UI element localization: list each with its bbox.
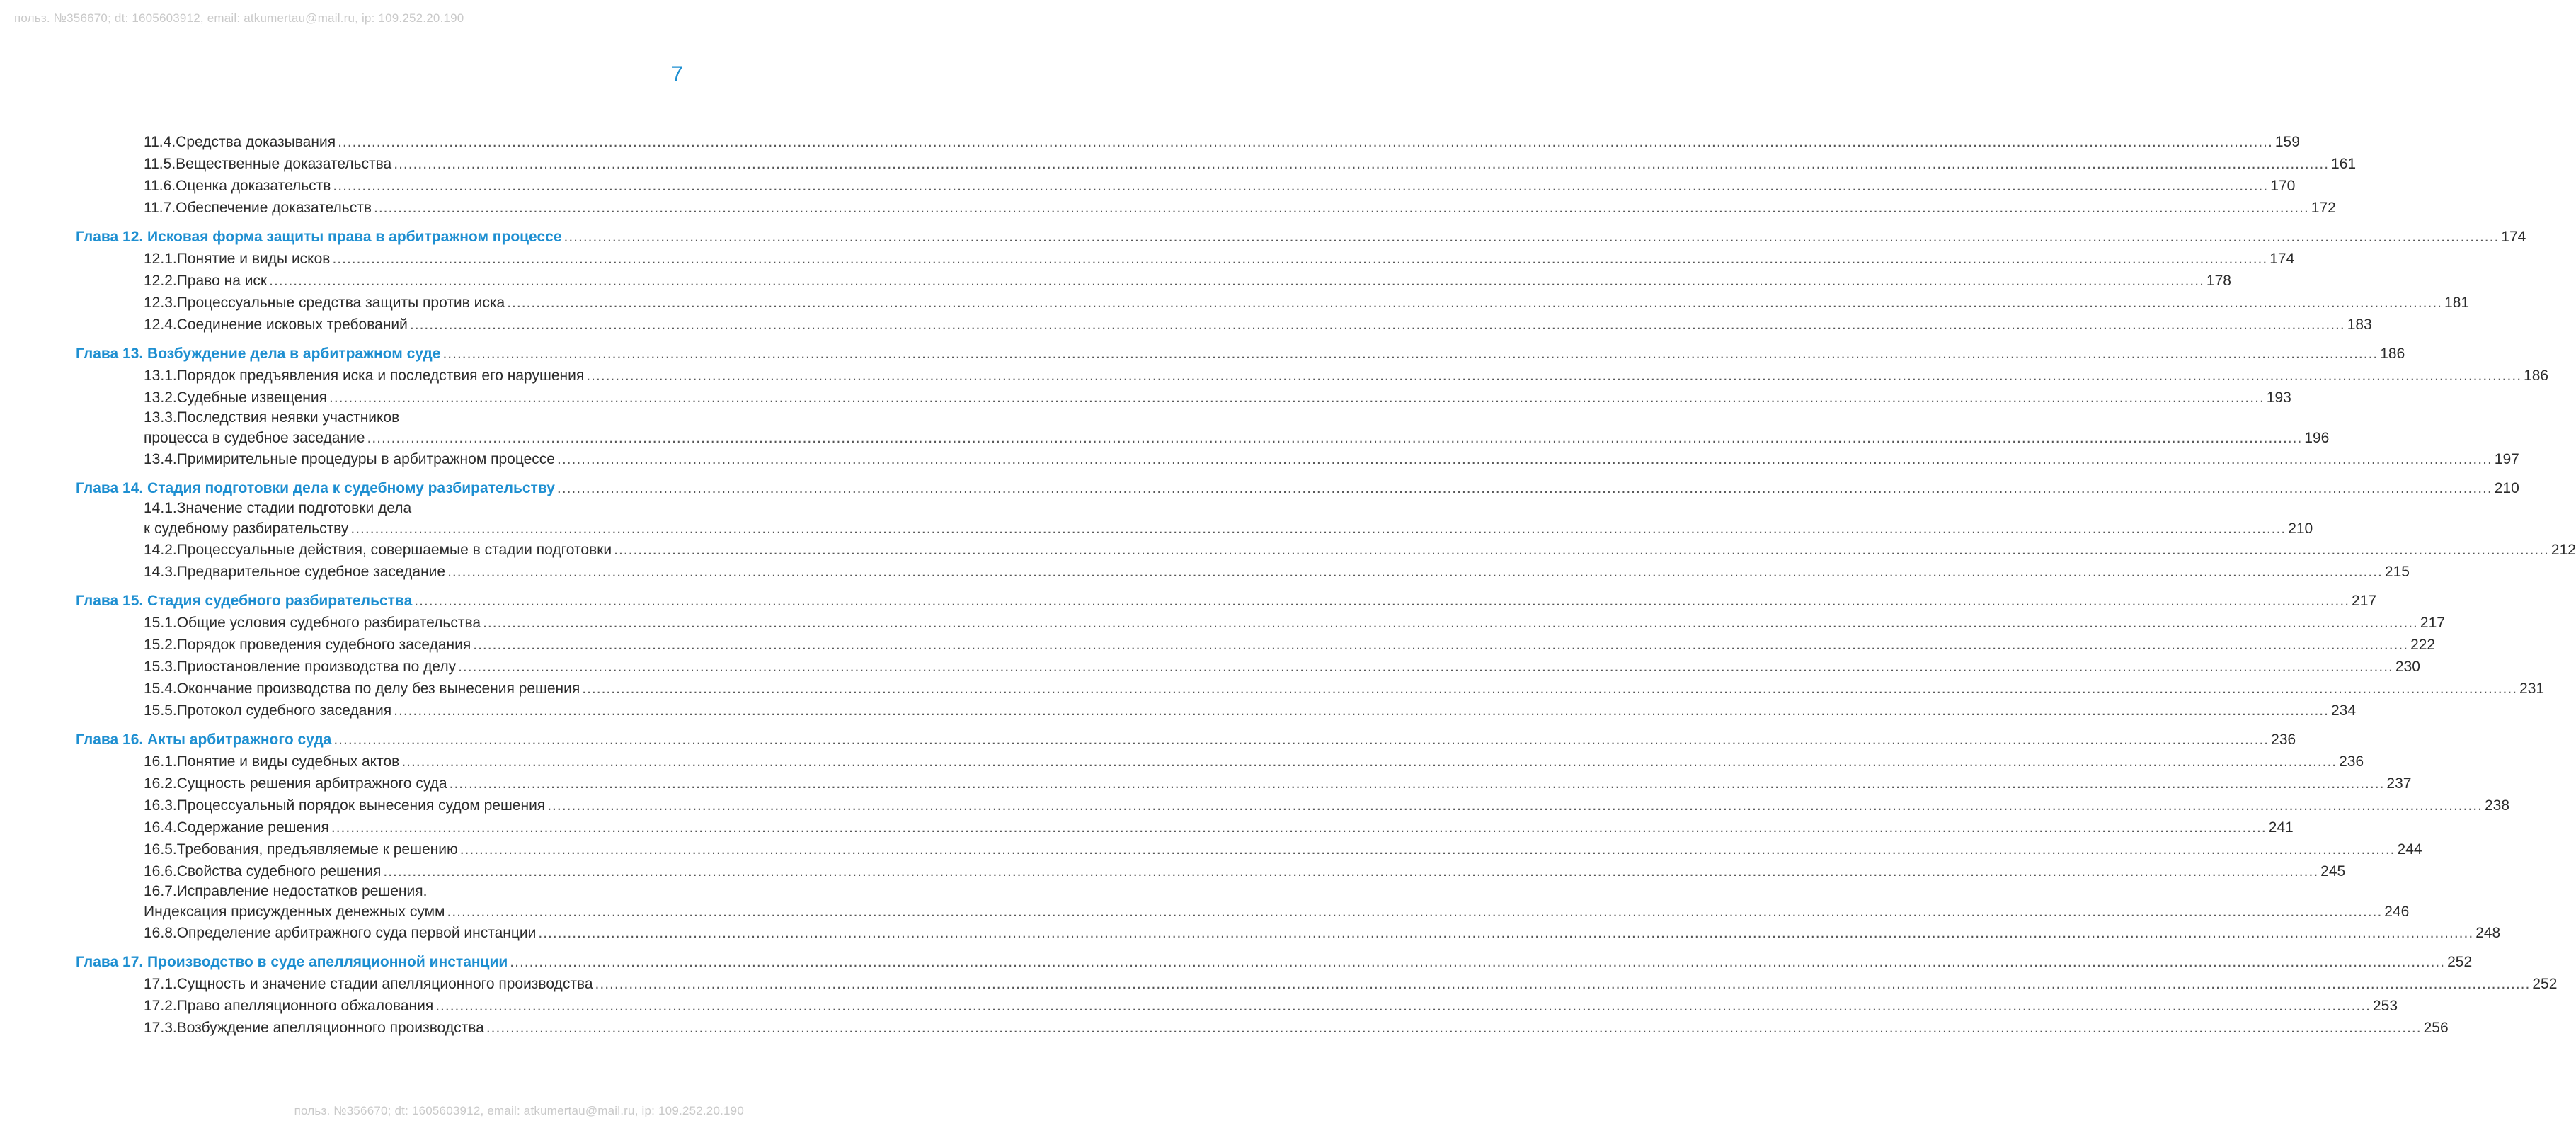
toc-entry-page: 210 bbox=[2494, 480, 2519, 496]
toc-entry-title-line1: 13.3.Последствия неявки участников bbox=[144, 409, 400, 426]
toc-entry[interactable] bbox=[76, 448, 2519, 469]
toc-entry-page: 244 bbox=[2397, 841, 2422, 858]
toc-entry[interactable] bbox=[76, 174, 2296, 196]
dot-leader: ................................................................................................................................................................................................................................................................................................................................................................................................................ bbox=[538, 925, 2474, 941]
toc-entry-page: 212 bbox=[2551, 542, 2576, 558]
toc-entry[interactable] bbox=[76, 794, 2510, 816]
toc-entry-page: 161 bbox=[2331, 156, 2357, 172]
toc-entry-page: 236 bbox=[2339, 753, 2364, 770]
dot-leader: ................................................................................................................................................................................................................................................................................................................................................................................................................ bbox=[332, 251, 2268, 267]
toc-entry-title: 17.3.Возбуждение апелляционного производства bbox=[144, 1020, 484, 1036]
dot-leader: ................................................................................................................................................................................................................................................................................................................................................................................................................ bbox=[447, 904, 2383, 920]
dot-leader: ................................................................................................................................................................................................................................................................................................................................................................................................................ bbox=[459, 841, 2395, 858]
toc-entry-title: 13.4.Примирительные процедуры в арбитражном процессе bbox=[144, 451, 555, 467]
toc-entry[interactable] bbox=[76, 921, 2501, 943]
dot-leader: ................................................................................................................................................................................................................................................................................................................................................................................................................ bbox=[449, 775, 2385, 792]
toc-entry-page: 253 bbox=[2373, 998, 2398, 1014]
toc-entry-title-line1: 16.7.Исправление недостатков решения. bbox=[144, 883, 428, 899]
toc-chapter-entry[interactable] bbox=[76, 950, 2473, 972]
toc-entry-page: 234 bbox=[2330, 702, 2357, 719]
toc-entry-page: 170 bbox=[2270, 178, 2296, 194]
toc-entry-title: 13.1.Порядок предъявления иска и последствия его нарушения bbox=[144, 368, 585, 384]
toc-chapter-title: Глава 14. Стадия подготовки дела к судебному разбирательству bbox=[76, 480, 555, 496]
toc-entry-page: 193 bbox=[2266, 389, 2291, 406]
table-of-contents bbox=[76, 130, 2576, 1038]
toc-chapter-entry[interactable] bbox=[76, 728, 2296, 750]
toc-entry-page: 246 bbox=[2384, 904, 2410, 920]
toc-entry-page: 252 bbox=[2532, 976, 2558, 992]
toc-entry-page: 217 bbox=[2420, 615, 2445, 631]
dot-leader: ................................................................................................................................................................................................................................................................................................................................................................................................................ bbox=[614, 542, 2549, 558]
toc-entry-title: 11.5.Вещественные доказательства bbox=[144, 156, 392, 172]
toc-entry[interactable] bbox=[76, 750, 2364, 772]
dot-leader: ................................................................................................................................................................................................................................................................................................................................................................................................................ bbox=[507, 295, 2443, 311]
dot-leader: ................................................................................................................................................................................................................................................................................................................................................................................................................ bbox=[394, 156, 2330, 172]
toc-chapter-title: Глава 17. Производство в суде апелляционной инстанции bbox=[76, 954, 508, 970]
toc-entry-title: 16.4.Содержание решения bbox=[144, 819, 329, 836]
toc-entry-title: 16.6.Свойства судебного решения bbox=[144, 863, 382, 879]
toc-entry-title: 15.5.Протокол судебного заседания bbox=[144, 702, 392, 719]
toc-entry-title: процесса в судебное заседание bbox=[144, 430, 365, 446]
toc-entry[interactable] bbox=[76, 633, 2436, 655]
dot-leader: ................................................................................................................................................................................................................................................................................................................................................................................................................ bbox=[333, 731, 2269, 748]
dot-leader: ................................................................................................................................................................................................................................................................................................................................................................................................................ bbox=[409, 317, 2345, 333]
toc-entry[interactable] bbox=[76, 699, 2357, 721]
dot-leader: ................................................................................................................................................................................................................................................................................................................................................................................................................ bbox=[486, 1020, 2422, 1036]
toc-entry[interactable] bbox=[76, 1016, 2449, 1038]
dot-leader: ................................................................................................................................................................................................................................................................................................................................................................................................................ bbox=[556, 451, 2492, 467]
watermark-top: польз. №356670; dt: 1605603912, email: atkumertau@mail.ru, ip: 109.252.20.190 bbox=[14, 11, 464, 25]
toc-entry-title: 16.8.Определение арбитражного суда первой инстанции bbox=[144, 925, 537, 941]
toc-entry-title: 15.4.Окончание производства по делу без вынесения решения bbox=[144, 681, 580, 697]
dot-leader: ................................................................................................................................................................................................................................................................................................................................................................................................................ bbox=[547, 797, 2483, 814]
toc-entry-title: 11.4.Средства доказывания bbox=[144, 134, 336, 150]
toc-entry-title: 17.2.Право апелляционного обжалования bbox=[144, 998, 434, 1014]
toc-entry-page: 186 bbox=[2380, 346, 2405, 362]
toc-entry-multiline[interactable] bbox=[76, 499, 2313, 538]
toc-entry[interactable] bbox=[76, 364, 2549, 386]
toc-entry-title: 13.2.Судебные извещения bbox=[144, 389, 327, 406]
dot-leader: ................................................................................................................................................................................................................................................................................................................................................................................................................ bbox=[338, 134, 2273, 150]
toc-entry[interactable] bbox=[76, 838, 2422, 860]
dot-leader: ................................................................................................................................................................................................................................................................................................................................................................................................................ bbox=[510, 954, 2446, 970]
toc-entry-page: 236 bbox=[2271, 731, 2296, 748]
dot-leader: ................................................................................................................................................................................................................................................................................................................................................................................................................ bbox=[563, 229, 2500, 245]
toc-chapter-entry[interactable] bbox=[76, 225, 2526, 247]
dot-leader: ................................................................................................................................................................................................................................................................................................................................................................................................................ bbox=[483, 615, 2418, 631]
dot-leader: ................................................................................................................................................................................................................................................................................................................................................................................................................ bbox=[582, 681, 2518, 697]
toc-entry-title: 11.6.Оценка доказательств bbox=[144, 178, 331, 194]
watermark-bottom: польз. №356670; dt: 1605603912, email: atkumertau@mail.ru, ip: 109.252.20.190 bbox=[294, 1104, 744, 1117]
toc-entry-page: 174 bbox=[2501, 229, 2526, 245]
toc-entry[interactable] bbox=[76, 130, 2300, 152]
dot-leader: ................................................................................................................................................................................................................................................................................................................................................................................................................ bbox=[367, 430, 2303, 446]
toc-entry[interactable] bbox=[76, 386, 2291, 408]
dot-leader: ................................................................................................................................................................................................................................................................................................................................................................................................................ bbox=[269, 273, 2204, 289]
dot-leader: ................................................................................................................................................................................................................................................................................................................................................................................................................ bbox=[401, 753, 2337, 770]
toc-entry-page: 183 bbox=[2347, 317, 2372, 333]
toc-entry-multiline[interactable] bbox=[76, 882, 2410, 921]
toc-entry-title: 12.3.Процессуальные средства защиты против иска bbox=[144, 295, 505, 311]
dot-leader: ................................................................................................................................................................................................................................................................................................................................................................................................................ bbox=[373, 200, 2309, 216]
toc-entry[interactable] bbox=[76, 655, 2420, 677]
toc-entry-page: 215 bbox=[2384, 564, 2410, 580]
toc-chapter-title: Глава 12. Исковая форма защиты права в арбитражном процессе bbox=[76, 229, 562, 245]
toc-entry-page: 256 bbox=[2423, 1020, 2449, 1036]
toc-entry-title: 15.3.Приостановление производства по делу bbox=[144, 659, 457, 675]
toc-entry[interactable] bbox=[76, 677, 2545, 699]
toc-entry-title: 14.2.Процессуальные действия, совершаемые в стадии подготовки bbox=[144, 542, 612, 558]
toc-entry-page: 196 bbox=[2304, 430, 2330, 446]
dot-leader: ................................................................................................................................................................................................................................................................................................................................................................................................................ bbox=[383, 863, 2319, 879]
toc-chapter-title: Глава 13. Возбуждение дела в арбитражном суде bbox=[76, 346, 441, 362]
toc-entry-page: 237 bbox=[2386, 775, 2412, 792]
dot-leader: ................................................................................................................................................................................................................................................................................................................................................................................................................ bbox=[328, 389, 2265, 406]
toc-entry[interactable] bbox=[76, 247, 2295, 269]
toc-entry-page: 241 bbox=[2268, 819, 2294, 836]
page-number: 7 bbox=[671, 62, 683, 86]
toc-entry-page: 238 bbox=[2484, 797, 2510, 814]
dot-leader: ................................................................................................................................................................................................................................................................................................................................................................................................................ bbox=[595, 976, 2531, 992]
toc-chapter-entry[interactable] bbox=[76, 342, 2405, 364]
toc-entry[interactable] bbox=[76, 972, 2558, 994]
toc-chapter-entry[interactable] bbox=[76, 477, 2519, 499]
dot-leader: ................................................................................................................................................................................................................................................................................................................................................................................................................ bbox=[442, 346, 2378, 362]
toc-entry[interactable] bbox=[76, 772, 2412, 794]
dot-leader: ................................................................................................................................................................................................................................................................................................................................................................................................................ bbox=[331, 819, 2267, 836]
toc-chapter-title: Глава 16. Акты арбитражного суда bbox=[76, 731, 332, 748]
dot-leader: ................................................................................................................................................................................................................................................................................................................................................................................................................ bbox=[350, 520, 2286, 537]
toc-entry-page: 159 bbox=[2274, 134, 2300, 150]
dot-leader: ................................................................................................................................................................................................................................................................................................................................................................................................................ bbox=[447, 564, 2383, 580]
toc-entry[interactable] bbox=[76, 152, 2357, 174]
toc-entry-title: Индексация присужденных денежных сумм bbox=[144, 904, 445, 920]
toc-entry-title: 12.4.Соединение исковых требований bbox=[144, 317, 408, 333]
toc-entry-page: 231 bbox=[2519, 681, 2545, 697]
toc-entry[interactable] bbox=[76, 269, 2231, 291]
toc-entry[interactable] bbox=[76, 313, 2372, 335]
toc-entry[interactable] bbox=[76, 860, 2346, 882]
toc-entry[interactable] bbox=[76, 291, 2470, 313]
toc-entry[interactable] bbox=[76, 611, 2445, 633]
toc-entry-page: 245 bbox=[2320, 863, 2346, 879]
toc-entry[interactable] bbox=[76, 994, 2398, 1016]
dot-leader: ................................................................................................................................................................................................................................................................................................................................................................................................................ bbox=[333, 178, 2269, 194]
toc-entry[interactable] bbox=[76, 816, 2294, 838]
dot-leader: ................................................................................................................................................................................................................................................................................................................................................................................................................ bbox=[586, 368, 2522, 384]
toc-entry-title: 15.1.Общие условия судебного разбирательства bbox=[144, 615, 481, 631]
toc-entry-page: 222 bbox=[2410, 637, 2436, 653]
toc-entry-title: 17.1.Сущность и значение стадии апелляционного производства bbox=[144, 976, 593, 992]
toc-entry-page: 186 bbox=[2524, 368, 2549, 384]
toc-entry-title: к судебному разбирательству bbox=[144, 520, 349, 537]
toc-entry-page: 230 bbox=[2395, 659, 2420, 675]
toc-entry-title: 15.2.Порядок проведения судебного заседания bbox=[144, 637, 471, 653]
toc-entry-page: 210 bbox=[2288, 520, 2313, 537]
toc-entry-page: 252 bbox=[2447, 954, 2473, 970]
dot-leader: ................................................................................................................................................................................................................................................................................................................................................................................................................ bbox=[556, 480, 2492, 496]
toc-entry-title-line1: 14.1.Значение стадии подготовки дела bbox=[144, 500, 412, 516]
dot-leader: ................................................................................................................................................................................................................................................................................................................................................................................................................ bbox=[458, 659, 2393, 675]
toc-entry-page: 172 bbox=[2311, 200, 2336, 216]
toc-entry-title: 16.2.Сущность решения арбитражного суда bbox=[144, 775, 447, 792]
toc-entry-title: 16.3.Процессуальный порядок вынесения судом решения bbox=[144, 797, 546, 814]
toc-entry-title: 11.7.Обеспечение доказательств bbox=[144, 200, 372, 216]
toc-entry-multiline[interactable] bbox=[76, 408, 2330, 448]
toc-chapter-entry[interactable] bbox=[76, 589, 2377, 611]
dot-leader: ................................................................................................................................................................................................................................................................................................................................................................................................................ bbox=[473, 637, 2409, 653]
toc-entry[interactable] bbox=[76, 560, 2410, 582]
toc-entry-page: 174 bbox=[2269, 251, 2295, 267]
toc-entry-title: 16.5.Требования, предъявляемые к решению bbox=[144, 841, 458, 858]
dot-leader: ................................................................................................................................................................................................................................................................................................................................................................................................................ bbox=[414, 593, 2350, 609]
toc-entry-title: 12.1.Понятие и виды исков bbox=[144, 251, 331, 267]
toc-entry-title: 16.1.Понятие и виды судебных актов bbox=[144, 753, 400, 770]
toc-entry-title: 12.2.Право на иск bbox=[144, 273, 268, 289]
dot-leader: ................................................................................................................................................................................................................................................................................................................................................................................................................ bbox=[435, 998, 2371, 1014]
toc-entry-page: 181 bbox=[2444, 295, 2470, 311]
toc-entry-page: 178 bbox=[2206, 273, 2231, 289]
toc-entry-page: 197 bbox=[2494, 451, 2519, 467]
toc-chapter-title: Глава 15. Стадия судебного разбирательства bbox=[76, 593, 413, 609]
toc-entry-title: 14.3.Предварительное судебное заседание bbox=[144, 564, 446, 580]
toc-entry-page: 248 bbox=[2475, 925, 2501, 941]
toc-entry-page: 217 bbox=[2352, 593, 2377, 609]
toc-entry[interactable] bbox=[76, 196, 2336, 218]
toc-entry[interactable] bbox=[76, 538, 2576, 560]
dot-leader: ................................................................................................................................................................................................................................................................................................................................................................................................................ bbox=[394, 702, 2329, 719]
